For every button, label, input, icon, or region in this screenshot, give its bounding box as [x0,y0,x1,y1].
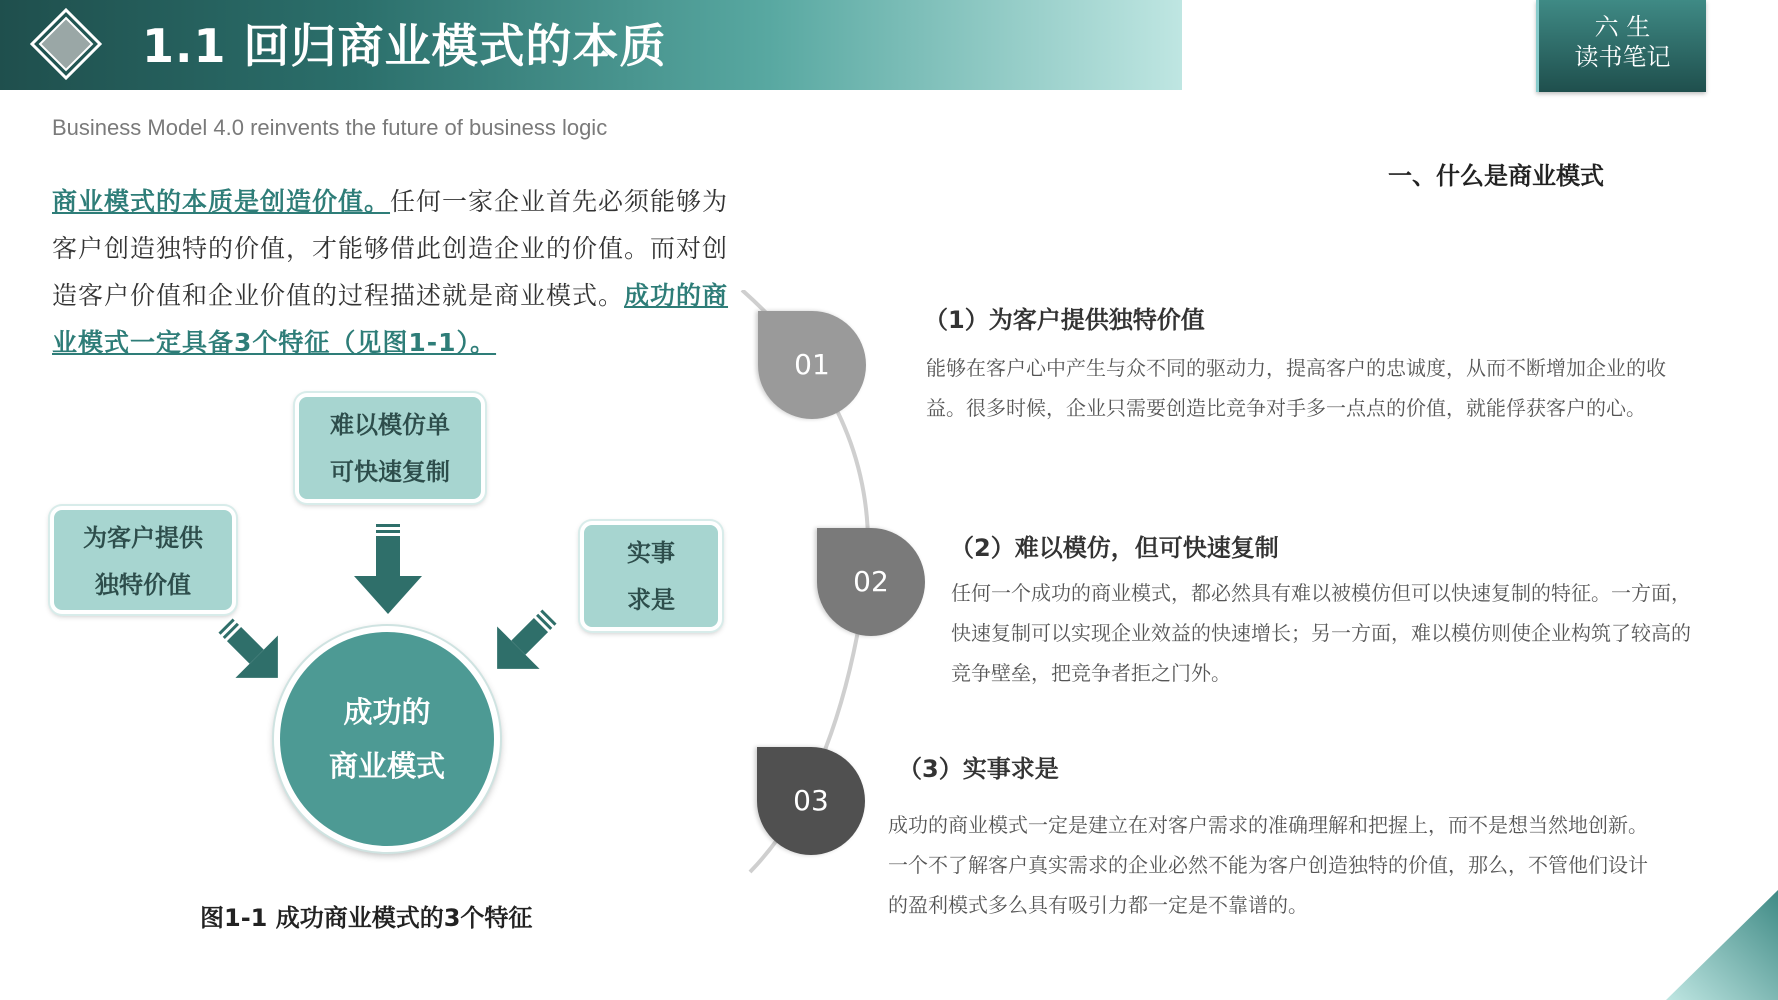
corner-decoration [1666,890,1778,1000]
feature-box-line: 独特价值 [95,571,191,599]
center-circle [274,626,500,852]
arrow-down-icon [350,524,426,616]
item-title: （3）实事求是 [898,755,1059,783]
feature-box-line: 求是 [627,586,675,614]
item-body: 能够在客户心中产生与众不同的驱动力，提高客户的忠诚度，从而不断增加企业的收益。很多时候，企业只需要创造比竞争对手多一点点的价值，就能俘获客户的心。 [926,356,1666,420]
feature-box-line: 可快速复制 [330,458,450,486]
arrow-down-right-icon [215,615,287,687]
item-title: （2）难以模仿，但可快速复制 [950,534,1279,562]
diamond-logo-icon [30,8,102,80]
feature-box-pragmatic [580,521,722,631]
item-number: 01 [794,348,830,381]
section-heading: 一、什么是商业模式 [1388,162,1604,190]
brand-badge [1536,0,1706,92]
arrow-down-left-icon [488,606,560,678]
center-line: 成功的 [343,695,431,729]
intro-body: 任何一家企业首先必须能够为客户创造独特的价值，才能够借此创造企业的价值。而对创造客户价值和企业价值的过程描述就是商业模式。 [52,187,729,310]
item-body: 任何一个成功的商业模式，都必然具有难以被模仿但可以快速复制的特征。一方面，快速复制可以实现企业效益的快速增长；另一方面，难以模仿则使企业构筑了较高的竞争壁垒，把竞争者拒之门外。 [951,581,1691,685]
feature-box-unique-value [50,506,236,614]
feature-box-line: 难以模仿单 [330,411,450,439]
page-title: 1.1 回归商业模式的本质 [142,19,667,73]
brand-line-2: 读书笔记 [1574,43,1671,71]
intro-paragraph [52,178,732,366]
feature-box-hard-to-imitate [295,393,485,503]
item-number: 03 [793,784,829,817]
feature-box-line: 为客户提供 [83,524,203,552]
item-number: 02 [853,565,889,598]
brand-line-1: 六 生 [1594,13,1651,41]
intro-highlight-start: 商业模式的本质是创造价值。 [52,187,391,216]
center-line: 商业模式 [328,749,445,783]
intro-highlight-end: 成功的商业模式一定具备3个特征（见图1-1）。 [52,281,729,357]
subtitle: Business Model 4.0 reinvents the future of business logic [52,115,608,140]
item-body: 成功的商业模式一定是建立在对客户需求的准确理解和把握上，而不是想当然地创新。一个不了解客户真实需求的企业必然不能为客户创造独特的价值，那么，不管他们设计的盈利模式多么具有吸引力都一定是不靠谱的。 [888,813,1648,917]
figure-caption: 图1-1 成功商业模式的3个特征 [200,904,533,932]
item-title: （1）为客户提供独特价值 [924,306,1205,334]
feature-box-line: 实事 [627,539,675,567]
